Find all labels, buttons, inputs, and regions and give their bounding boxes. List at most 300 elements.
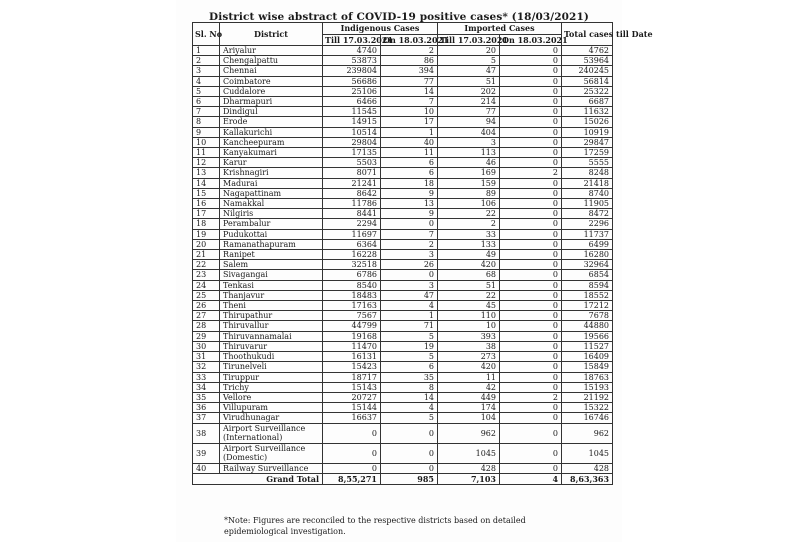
cell-total: 11632	[562, 107, 613, 117]
cell-indigenous-till: 10514	[323, 127, 381, 137]
cell-district: Perambalur	[220, 219, 323, 229]
cell-indigenous-till: 6786	[323, 270, 381, 280]
cell-imported-till: 110	[438, 311, 500, 321]
cell-sl-no: 20	[193, 239, 220, 249]
table-row	[193, 127, 613, 137]
cell-total: 16409	[562, 352, 613, 362]
cell-indigenous-on: 7	[381, 97, 438, 107]
cell-district: Tirunelveli	[220, 362, 323, 372]
cell-total: 15322	[562, 403, 613, 413]
table-row	[193, 403, 613, 413]
table-row	[193, 178, 613, 188]
cell-sl-no: 24	[193, 280, 220, 290]
cell-sl-no: 5	[193, 86, 220, 96]
cell-imported-till: 22	[438, 290, 500, 300]
cell-imported-on: 0	[500, 362, 562, 372]
cell-imported-till: 68	[438, 270, 500, 280]
cell-sl-no: 38	[193, 423, 220, 443]
cell-indigenous-till: 5503	[323, 158, 381, 168]
cell-imported-on: 0	[500, 56, 562, 66]
cell-imported-till: 42	[438, 382, 500, 392]
cell-total: 16746	[562, 413, 613, 423]
cell-imported-on: 0	[500, 290, 562, 300]
cell-indigenous-on: 17	[381, 117, 438, 127]
cell-imported-on: 0	[500, 372, 562, 382]
cell-district: Salem	[220, 260, 323, 270]
cell-sl-no: 34	[193, 382, 220, 392]
cell-sl-no: 31	[193, 352, 220, 362]
cell-indigenous-till: 0	[323, 463, 381, 473]
cell-total: 962	[562, 423, 613, 443]
cell-indigenous-till: 15143	[323, 382, 381, 392]
cell-indigenous-till: 21241	[323, 178, 381, 188]
cell-imported-till: 393	[438, 331, 500, 341]
table-row	[193, 229, 613, 239]
cell-indigenous-on: 13	[381, 199, 438, 209]
table-row	[193, 188, 613, 198]
table-row	[193, 290, 613, 300]
cell-indigenous-till: 17163	[323, 301, 381, 311]
cell-total: 6687	[562, 97, 613, 107]
cell-imported-on: 0	[500, 423, 562, 443]
cell-sl-no: 9	[193, 127, 220, 137]
cell-district: Tenkasi	[220, 280, 323, 290]
cell-imported-till: 33	[438, 229, 500, 239]
cell-district: Thoothukudi	[220, 352, 323, 362]
cell-imported-till: 104	[438, 413, 500, 423]
cell-imported-till: 11	[438, 372, 500, 382]
table-row	[193, 321, 613, 331]
cell-indigenous-till: 8441	[323, 209, 381, 219]
cell-total: 6499	[562, 239, 613, 249]
cell-imported-on: 0	[500, 148, 562, 158]
cell-sl-no: 6	[193, 97, 220, 107]
cell-imported-till: 38	[438, 341, 500, 351]
table-row	[193, 117, 613, 127]
cell-district: Erode	[220, 117, 323, 127]
cell-total: 18763	[562, 372, 613, 382]
cell-district: Villupuram	[220, 403, 323, 413]
cell-imported-on: 0	[500, 199, 562, 209]
cell-imported-till: 45	[438, 301, 500, 311]
cell-total: 32964	[562, 260, 613, 270]
cell-indigenous-on: 6	[381, 158, 438, 168]
cell-total: 19566	[562, 331, 613, 341]
grand-total-imported-till: 7,103	[438, 473, 500, 484]
cell-district: Kanyakumari	[220, 148, 323, 158]
cell-imported-till: 5	[438, 56, 500, 66]
cell-indigenous-till: 0	[323, 423, 381, 443]
cell-sl-no: 26	[193, 301, 220, 311]
table-body	[193, 46, 613, 474]
cell-imported-on: 0	[500, 158, 562, 168]
cell-district: Thiruvannamalai	[220, 331, 323, 341]
cell-district: Ariyalur	[220, 46, 323, 56]
cell-district: Krishnagiri	[220, 168, 323, 178]
cell-indigenous-till: 15144	[323, 403, 381, 413]
cell-total: 8472	[562, 209, 613, 219]
cell-indigenous-till: 53873	[323, 56, 381, 66]
cell-total: 21418	[562, 178, 613, 188]
cell-sl-no: 40	[193, 463, 220, 473]
cell-district: Airport Surveillance (International)	[220, 423, 323, 443]
cell-imported-on: 0	[500, 321, 562, 331]
cell-imported-on: 0	[500, 76, 562, 86]
cell-indigenous-on: 14	[381, 86, 438, 96]
cell-imported-on: 0	[500, 443, 562, 463]
cell-district: Sivagangai	[220, 270, 323, 280]
cell-indigenous-till: 11470	[323, 341, 381, 351]
table-header	[193, 23, 653, 46]
cell-indigenous-till: 44799	[323, 321, 381, 331]
header-total: Total cases till Date	[562, 23, 613, 46]
cell-district: Airport Surveillance (Domestic)	[220, 443, 323, 463]
cell-sl-no: 33	[193, 372, 220, 382]
cell-sl-no: 35	[193, 392, 220, 402]
cell-imported-till: 106	[438, 199, 500, 209]
cell-imported-on: 0	[500, 352, 562, 362]
cell-indigenous-on: 86	[381, 56, 438, 66]
cell-imported-till: 202	[438, 86, 500, 96]
cell-imported-on: 0	[500, 382, 562, 392]
cell-district: Thirupathur	[220, 311, 323, 321]
cell-district: Thanjavur	[220, 290, 323, 300]
grand-total-label: Grand Total	[193, 473, 323, 484]
cell-indigenous-till: 25106	[323, 86, 381, 96]
grand-total-indigenous-till: 8,55,271	[323, 473, 381, 484]
cell-indigenous-on: 0	[381, 443, 438, 463]
cell-indigenous-till: 18717	[323, 372, 381, 382]
cell-indigenous-till: 15423	[323, 362, 381, 372]
table-row	[193, 443, 613, 463]
cell-sl-no: 32	[193, 362, 220, 372]
cell-sl-no: 11	[193, 148, 220, 158]
cell-indigenous-on: 6	[381, 362, 438, 372]
document-page	[176, 0, 653, 542]
table-row	[193, 301, 613, 311]
cell-imported-on: 0	[500, 137, 562, 147]
cell-indigenous-till: 56686	[323, 76, 381, 86]
table-row	[193, 76, 613, 86]
table-row	[193, 137, 613, 147]
cell-indigenous-on: 0	[381, 270, 438, 280]
cell-imported-till: 46	[438, 158, 500, 168]
cell-imported-till: 214	[438, 97, 500, 107]
cell-sl-no: 17	[193, 209, 220, 219]
cell-district: Namakkal	[220, 199, 323, 209]
cell-district: Madurai	[220, 178, 323, 188]
cell-district: Cuddalore	[220, 86, 323, 96]
cell-indigenous-on: 6	[381, 168, 438, 178]
cell-imported-till: 420	[438, 362, 500, 372]
cell-district: Chengalpattu	[220, 56, 323, 66]
cell-total: 11737	[562, 229, 613, 239]
cell-imported-on: 0	[500, 331, 562, 341]
cell-indigenous-till: 16637	[323, 413, 381, 423]
cell-imported-on: 2	[500, 392, 562, 402]
header-sl-no: Sl. No	[193, 23, 220, 46]
cell-imported-till: 962	[438, 423, 500, 443]
cell-sl-no: 2	[193, 56, 220, 66]
table-row	[193, 158, 613, 168]
table-row	[193, 331, 613, 341]
cell-imported-on: 0	[500, 86, 562, 96]
cell-total: 240245	[562, 66, 613, 76]
cell-district: Kallakurichi	[220, 127, 323, 137]
cell-indigenous-on: 9	[381, 209, 438, 219]
cell-sl-no: 18	[193, 219, 220, 229]
cell-sl-no: 28	[193, 321, 220, 331]
cell-total: 18552	[562, 290, 613, 300]
cell-sl-no: 29	[193, 331, 220, 341]
cell-total: 15026	[562, 117, 613, 127]
cell-imported-till: 428	[438, 463, 500, 473]
cell-indigenous-on: 2	[381, 46, 438, 56]
table-row	[193, 362, 613, 372]
cases-table	[192, 22, 653, 485]
cell-total: 5555	[562, 158, 613, 168]
cell-imported-on: 0	[500, 46, 562, 56]
table-row	[193, 260, 613, 270]
cell-imported-on: 0	[500, 311, 562, 321]
cell-imported-till: 2	[438, 219, 500, 229]
cell-sl-no: 19	[193, 229, 220, 239]
table-row	[193, 86, 613, 96]
cell-district: Ranipet	[220, 250, 323, 260]
cell-imported-till: 22	[438, 209, 500, 219]
cell-indigenous-till: 32518	[323, 260, 381, 270]
cell-district: Dharmapuri	[220, 97, 323, 107]
cell-indigenous-till: 0	[323, 443, 381, 463]
cell-sl-no: 36	[193, 403, 220, 413]
cell-imported-on: 0	[500, 229, 562, 239]
cell-indigenous-till: 8540	[323, 280, 381, 290]
cell-imported-on: 0	[500, 239, 562, 249]
cell-district: Thiruvarur	[220, 341, 323, 351]
cell-sl-no: 27	[193, 311, 220, 321]
cell-imported-till: 169	[438, 168, 500, 178]
cell-indigenous-on: 394	[381, 66, 438, 76]
cell-sl-no: 12	[193, 158, 220, 168]
cell-total: 8594	[562, 280, 613, 290]
cell-imported-on: 0	[500, 66, 562, 76]
cell-indigenous-on: 77	[381, 76, 438, 86]
cell-imported-till: 94	[438, 117, 500, 127]
cell-total: 2296	[562, 219, 613, 229]
table-row	[193, 311, 613, 321]
cell-total: 15849	[562, 362, 613, 372]
cell-indigenous-on: 0	[381, 463, 438, 473]
cell-sl-no: 16	[193, 199, 220, 209]
cell-district: Pudukottai	[220, 229, 323, 239]
cell-imported-till: 3	[438, 137, 500, 147]
cell-sl-no: 22	[193, 260, 220, 270]
cell-imported-till: 89	[438, 188, 500, 198]
cell-total: 11527	[562, 341, 613, 351]
grand-total-row	[193, 473, 613, 484]
cell-imported-on: 0	[500, 341, 562, 351]
cell-indigenous-on: 5	[381, 413, 438, 423]
table-row	[193, 392, 613, 402]
cell-indigenous-on: 47	[381, 290, 438, 300]
cell-imported-on: 0	[500, 178, 562, 188]
cell-imported-till: 51	[438, 76, 500, 86]
cell-imported-till: 10	[438, 321, 500, 331]
cell-imported-on: 0	[500, 188, 562, 198]
cell-sl-no: 21	[193, 250, 220, 260]
cell-imported-on: 0	[500, 107, 562, 117]
cell-district: Karur	[220, 158, 323, 168]
cell-imported-till: 133	[438, 239, 500, 249]
cell-imported-till: 51	[438, 280, 500, 290]
table-row	[193, 423, 613, 443]
cell-imported-on: 0	[500, 219, 562, 229]
cell-indigenous-on: 0	[381, 423, 438, 443]
header-indigenous-on: On 18.03.2021	[381, 34, 438, 46]
cell-district: Nagapattinam	[220, 188, 323, 198]
cell-district: Chennai	[220, 66, 323, 76]
cell-total: 16280	[562, 250, 613, 260]
cell-imported-till: 1045	[438, 443, 500, 463]
cell-indigenous-on: 1	[381, 127, 438, 137]
cell-district: Theni	[220, 301, 323, 311]
table-row	[193, 199, 613, 209]
cell-total: 29847	[562, 137, 613, 147]
cell-indigenous-on: 10	[381, 107, 438, 117]
cell-indigenous-till: 29804	[323, 137, 381, 147]
cell-sl-no: 37	[193, 413, 220, 423]
cell-indigenous-till: 4740	[323, 46, 381, 56]
cell-indigenous-on: 8	[381, 382, 438, 392]
cell-indigenous-till: 11697	[323, 229, 381, 239]
table-row	[193, 463, 613, 473]
table-row	[193, 341, 613, 351]
cell-indigenous-on: 3	[381, 280, 438, 290]
cell-imported-till: 47	[438, 66, 500, 76]
cell-indigenous-till: 6364	[323, 239, 381, 249]
cell-imported-till: 113	[438, 148, 500, 158]
cell-imported-on: 0	[500, 127, 562, 137]
table-row	[193, 280, 613, 290]
cell-total: 15193	[562, 382, 613, 392]
table-row	[193, 209, 613, 219]
cell-indigenous-on: 71	[381, 321, 438, 331]
cell-district: Thiruvallur	[220, 321, 323, 331]
cell-district: Dindigul	[220, 107, 323, 117]
table-row	[193, 250, 613, 260]
cell-district: Tiruppur	[220, 372, 323, 382]
cell-indigenous-on: 19	[381, 341, 438, 351]
cell-total: 7678	[562, 311, 613, 321]
cell-district: Kancheepuram	[220, 137, 323, 147]
header-imported-on: On 18.03.2021	[500, 34, 562, 46]
cell-indigenous-till: 2294	[323, 219, 381, 229]
cell-total: 428	[562, 463, 613, 473]
cell-imported-on: 0	[500, 97, 562, 107]
cell-indigenous-till: 239804	[323, 66, 381, 76]
cell-sl-no: 10	[193, 137, 220, 147]
cell-imported-till: 77	[438, 107, 500, 117]
table-row	[193, 219, 613, 229]
table-row	[193, 372, 613, 382]
cell-indigenous-on: 11	[381, 148, 438, 158]
cell-total: 17212	[562, 301, 613, 311]
cell-indigenous-on: 9	[381, 188, 438, 198]
cell-district: Railway Surveillance	[220, 463, 323, 473]
cell-sl-no: 7	[193, 107, 220, 117]
cell-indigenous-on: 5	[381, 331, 438, 341]
cell-indigenous-till: 17135	[323, 148, 381, 158]
table-row	[193, 239, 613, 249]
cell-sl-no: 15	[193, 188, 220, 198]
table-row	[193, 56, 613, 66]
cell-imported-till: 174	[438, 403, 500, 413]
cell-sl-no: 8	[193, 117, 220, 127]
cell-sl-no: 25	[193, 290, 220, 300]
cell-indigenous-till: 16131	[323, 352, 381, 362]
cell-total: 56814	[562, 76, 613, 86]
table-row	[193, 352, 613, 362]
cell-indigenous-till: 7567	[323, 311, 381, 321]
cell-indigenous-till: 8642	[323, 188, 381, 198]
cell-indigenous-on: 35	[381, 372, 438, 382]
header-imported: Imported Cases	[438, 23, 562, 35]
header-imported-till: Till 17.03.2021	[438, 34, 500, 46]
cell-district: Trichy	[220, 382, 323, 392]
cell-imported-on: 0	[500, 280, 562, 290]
cell-total: 25322	[562, 86, 613, 96]
cell-indigenous-till: 11786	[323, 199, 381, 209]
cell-total: 53964	[562, 56, 613, 66]
table-row	[193, 66, 613, 76]
cell-imported-on: 0	[500, 117, 562, 127]
cell-sl-no: 23	[193, 270, 220, 280]
table-row	[193, 168, 613, 178]
cell-indigenous-on: 26	[381, 260, 438, 270]
cell-total: 17259	[562, 148, 613, 158]
header-indigenous-till: Till 17.03.2021	[323, 34, 381, 46]
table-row	[193, 107, 613, 117]
cell-imported-on: 0	[500, 270, 562, 280]
cell-indigenous-till: 14915	[323, 117, 381, 127]
cell-indigenous-on: 5	[381, 352, 438, 362]
cell-total: 11905	[562, 199, 613, 209]
cell-indigenous-till: 16228	[323, 250, 381, 260]
cell-imported-on: 0	[500, 209, 562, 219]
cell-district: Vellore	[220, 392, 323, 402]
cell-total: 1045	[562, 443, 613, 463]
cell-indigenous-on: 4	[381, 403, 438, 413]
cell-total: 6854	[562, 270, 613, 280]
cell-total: 44880	[562, 321, 613, 331]
cell-total: 8248	[562, 168, 613, 178]
cell-indigenous-on: 7	[381, 229, 438, 239]
cell-total: 4762	[562, 46, 613, 56]
cell-imported-till: 420	[438, 260, 500, 270]
cell-indigenous-on: 4	[381, 301, 438, 311]
cell-indigenous-on: 2	[381, 239, 438, 249]
cell-sl-no: 30	[193, 341, 220, 351]
cell-indigenous-till: 20727	[323, 392, 381, 402]
cell-indigenous-on: 1	[381, 311, 438, 321]
cell-district: Nilgiris	[220, 209, 323, 219]
cell-imported-till: 159	[438, 178, 500, 188]
cell-imported-till: 20	[438, 46, 500, 56]
cell-district: Ramanathapuram	[220, 239, 323, 249]
cell-total: 21192	[562, 392, 613, 402]
table-row	[193, 270, 613, 280]
cell-indigenous-till: 18483	[323, 290, 381, 300]
